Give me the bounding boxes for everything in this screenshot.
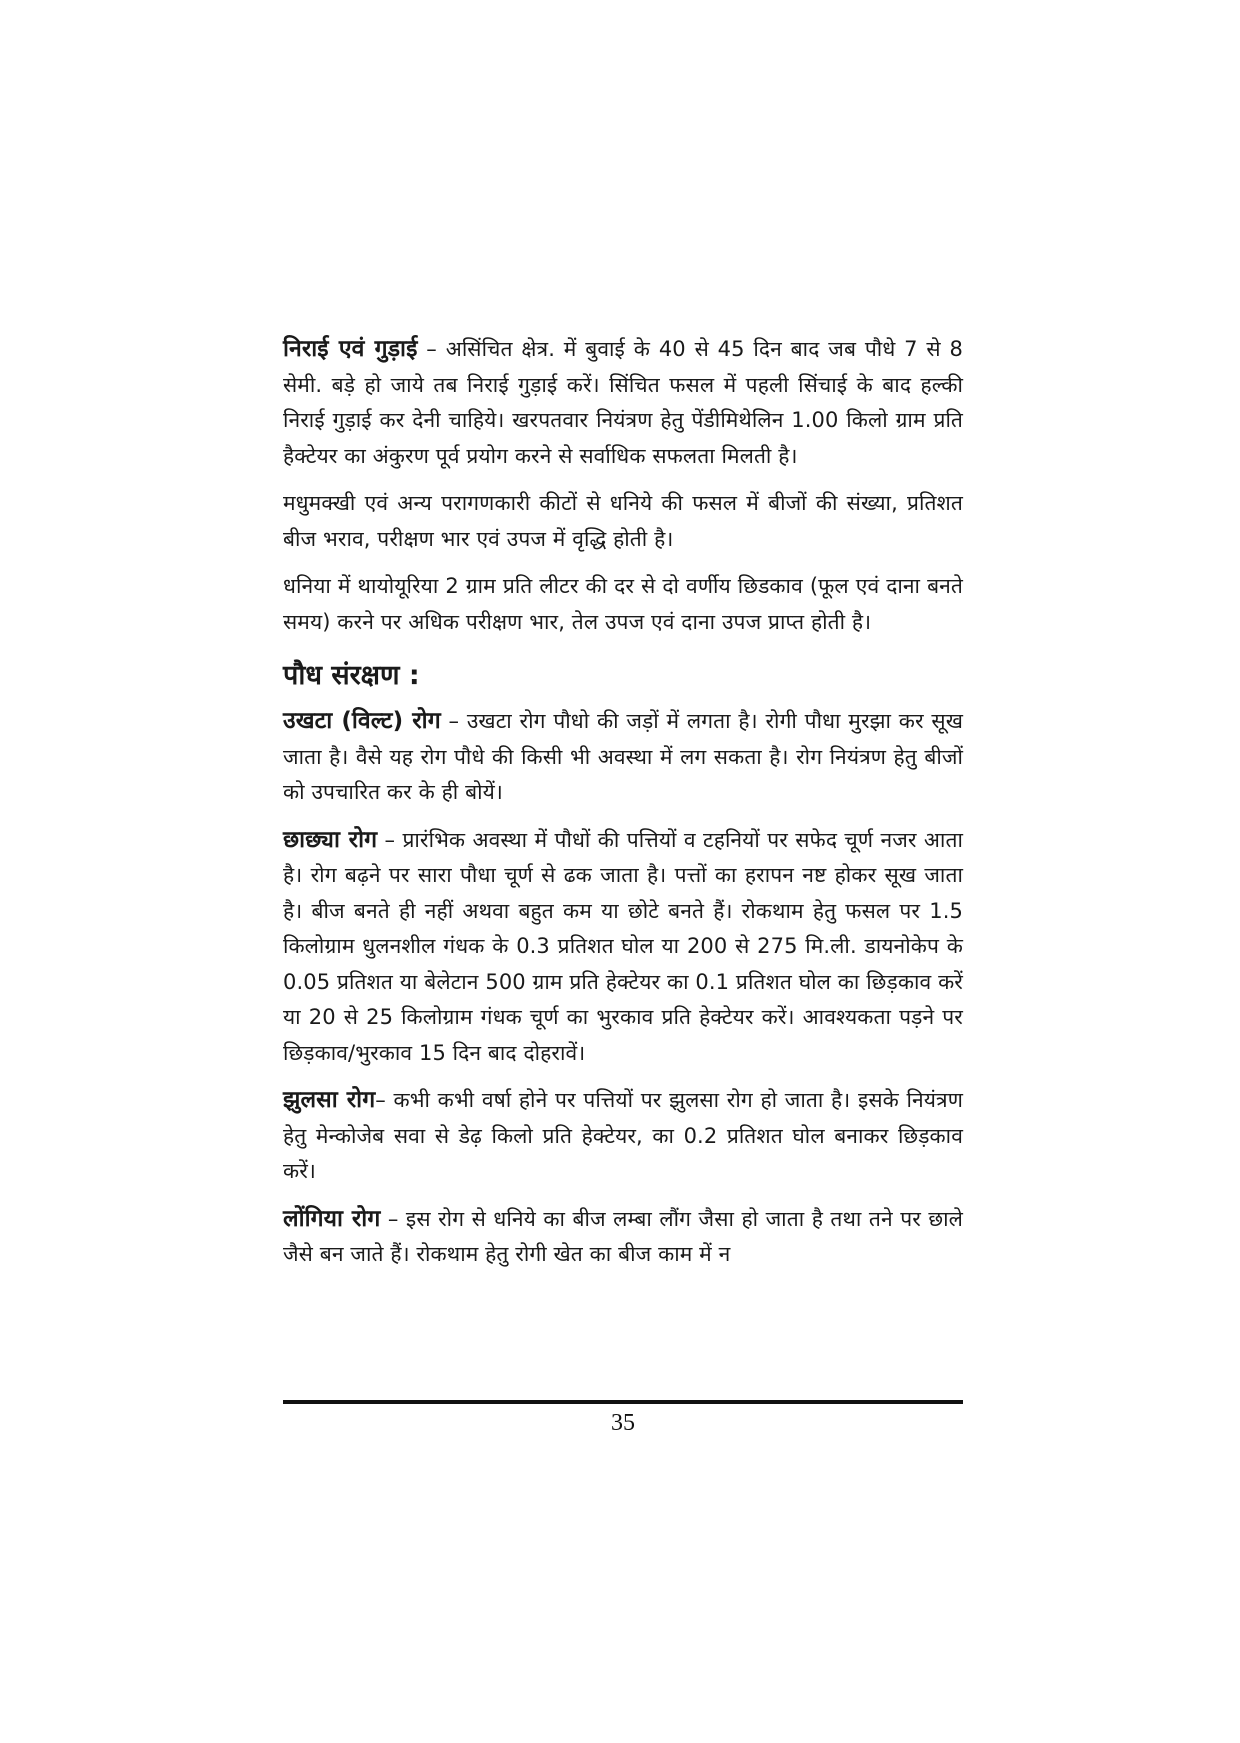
section-heading-plant-protection: पौध संरक्षण : xyxy=(283,660,420,691)
text-pollinators: मधुमक्खी एवं अन्य परागणकारी कीटों से धनिये की फसल में बीजों की संख्या, प्रतिशत बीज भराव, परीक्षण भार एवं उपज में वृद्धि होती है। xyxy=(283,491,963,551)
text-thiourea: धनिया में थायोयूरिया 2 ग्राम प्रति लीटर की दर से दो वर्णीय छिडकाव (फूल एवं दाना बनते समय) करने पर अधिक परीक्षण भार, तेल उपज एवं दाना उपज प्राप्त होती है। xyxy=(283,574,963,634)
text-weeding: – असिंचित क्षेत्र. में बुवाई के 40 से 45 दिन बाद जब पौधे 7 से 8 सेमी. बड़े हो जाये तब निराई गुड़ाई करें। सिंचित फसल में पहली सिंचाई के बाद हल्की निराई गुड़ाई कर देनी चाहिये। खरपतवार नियंत्रण हेतु पेंडीमिथेलिन 1.00 किलो ग्राम प्रति हैक्टेयर का अंकुरण पूर्व प्रयोग करने से सर्वाधिक सफलता मिलती है। xyxy=(283,337,963,468)
paragraph-wilt xyxy=(283,704,963,811)
term-weeding: निराई एवं गुड़ाई xyxy=(283,336,418,362)
text-stem-gall: – इस रोग से धनिये का बीज लम्बा लौंग जैसा हो जाता है तथा तने पर छाले जैसे बन जाते हैं। रोकथाम हेतु रोगी खेत का बीज काम में न xyxy=(283,1206,963,1266)
page-body xyxy=(283,332,963,1285)
footer-divider xyxy=(283,1400,963,1404)
term-blight: झुलसा रोग xyxy=(283,1087,376,1113)
text-powdery-mildew: – प्रारंभिक अवस्था में पौधों की पत्तियों व टहनियों पर सफेद चूर्ण नजर आता है। रोग बढ़ने पर सारा पौधा चूर्ण से ढक जाता है। पत्तों का हरापन नष्ट होकर सूख जाता है। बीज बनते ही नहीं अथवा बहुत कम या छोटे बनते हैं। रोकथाम हेतु फसल पर 1.5 किलोग्राम धुलनशील गंधक के 0.3 प्रतिशत घोल या 200 से 275 मि.ली. डायनोकेप के 0.05 प्रतिशत या बेलेटान 500 ग्राम प्रति हेक्टेयर का 0.1 प्रतिशत घोल का छिड़काव करें या 20 से 25 किलोग्राम गंधक चूर्ण का भुरकाव प्रति हेक्टेयर करें। आवश्यकता पड़ने पर छिड़काव/भुरकाव 15 दिन बाद दोहरावें। xyxy=(283,827,963,1065)
term-wilt: उखटा (विल्ट) रोग xyxy=(283,708,441,734)
paragraph-weeding xyxy=(283,332,963,474)
term-powdery-mildew: छाछ्या रोग xyxy=(283,826,378,853)
paragraph-powdery-mildew xyxy=(283,823,963,1072)
text-wilt: – उखटा रोग पौधो की जड़ों में लगता है। रोगी पौधा मुरझा कर सूख जाता है। वैसे यह रोग पौधे की किसी भी अवस्था में लग सकता है। रोग नियंत्रण हेतु बीजों को उपचारित कर के ही बोयें। xyxy=(283,709,963,804)
page-number: 35 xyxy=(611,1410,635,1436)
paragraph-thiourea xyxy=(283,569,963,640)
paragraph-pollinators xyxy=(283,486,963,557)
paragraph-blight xyxy=(283,1083,963,1190)
term-stem-gall: लोंगिया रोग xyxy=(283,1205,381,1232)
text-blight: – कभी कभी वर्षा होने पर पत्तियों पर झुलसा रोग हो जाता है। इसके नियंत्रण हेतु मेन्कोजेब सवा से डेढ़ किलो प्रति हेक्टेयर, का 0.2 प्रतिशत घोल बनाकर छिड़काव करें। xyxy=(283,1088,963,1183)
paragraph-stem-gall xyxy=(283,1202,963,1273)
